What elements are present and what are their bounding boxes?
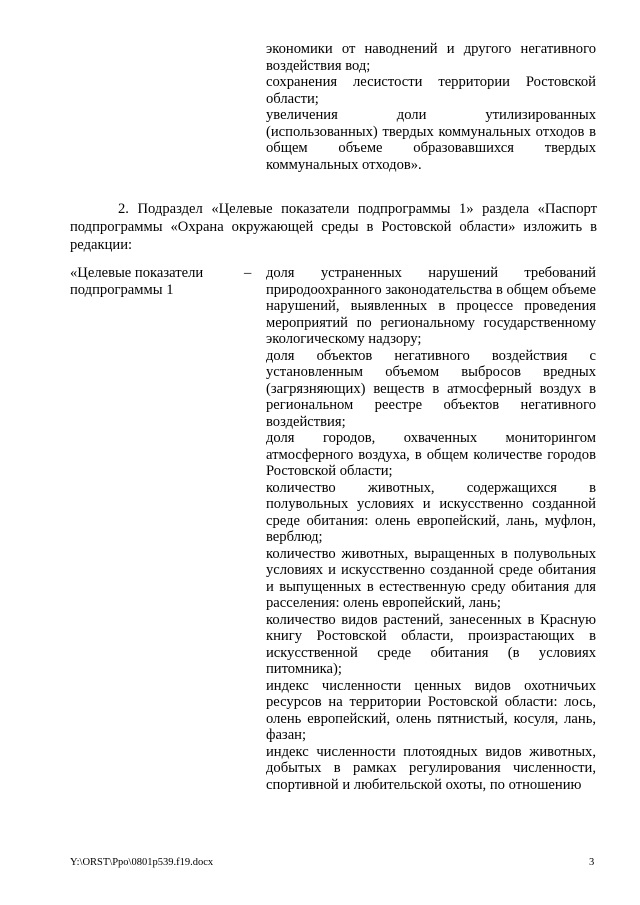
top-item: увеличения доли утилизированных (использованных) твердых коммунальных отходов в общем объеме образовавшихся твердых коммунальных отходов».: [266, 107, 596, 173]
top-item: экономики от наводнений и другого негативного воздействия вод;: [266, 41, 596, 74]
footer-page-number: 3: [589, 857, 595, 868]
indicator-item: доля устраненных нарушений требований природоохранного законодательства в общем объеме нарушений, выявленных в процессе проведения мероприятий по региональному государственному экологическому надзору;: [266, 265, 596, 347]
indicator-item: индекс численности плотоядных видов животных, добытых в рамках регулирования численности, спортивной и любительской охоты, по отношению: [266, 743, 596, 793]
indicators-list: [266, 265, 596, 793]
indicator-item: доля объектов негативного воздействия с установленным объемом выбросов вредных (загрязняющих) веществ в атмосферный воздух в региональном реестре объектов негативного воздействия;: [266, 347, 596, 430]
indicator-item: количество животных, содержащихся в полувольных условиях и искусственно созданной среде обитания: олень европейский, лань, муфлон, верблюд;: [266, 479, 596, 545]
label-dash: –: [244, 265, 252, 281]
indicator-item: количество видов растений, занесенных в Красную книгу Ростовской области, произрастающих в искусственной среде обитания (в условиях питомника);: [266, 611, 596, 677]
footer-file-path: Y:\ORST\Ppo\0801p539.f19.docx: [70, 857, 214, 868]
indicator-item: индекс численности ценных видов охотничьих ресурсов на территории Ростовской области: лось, олень европейский, олень пятнистый, косуля, лань, фазан;: [266, 677, 596, 743]
top-item: сохранения лесистости территории Ростовской области;: [266, 74, 596, 107]
amendment-paragraph: 2. Подраздел «Целевые показатели подпрограммы 1» раздела «Паспорт подпрограммы «Охрана окружающей среды в Ростовской области» изложить в редакции:: [70, 201, 597, 253]
indicator-item: доля городов, охваченных мониторингом атмосферного воздуха, в общем количестве городов Ростовской области;: [266, 430, 596, 479]
indicator-item: количество животных, выращенных в полувольных условиях и искусственно созданной среде обитания и выпущенных в естественную среду обитания для расселения: олень европейский, лань;: [266, 545, 596, 611]
top-continuation-block: [266, 41, 596, 173]
section-label: «Целевые показатели подпрограммы 1: [70, 265, 204, 298]
